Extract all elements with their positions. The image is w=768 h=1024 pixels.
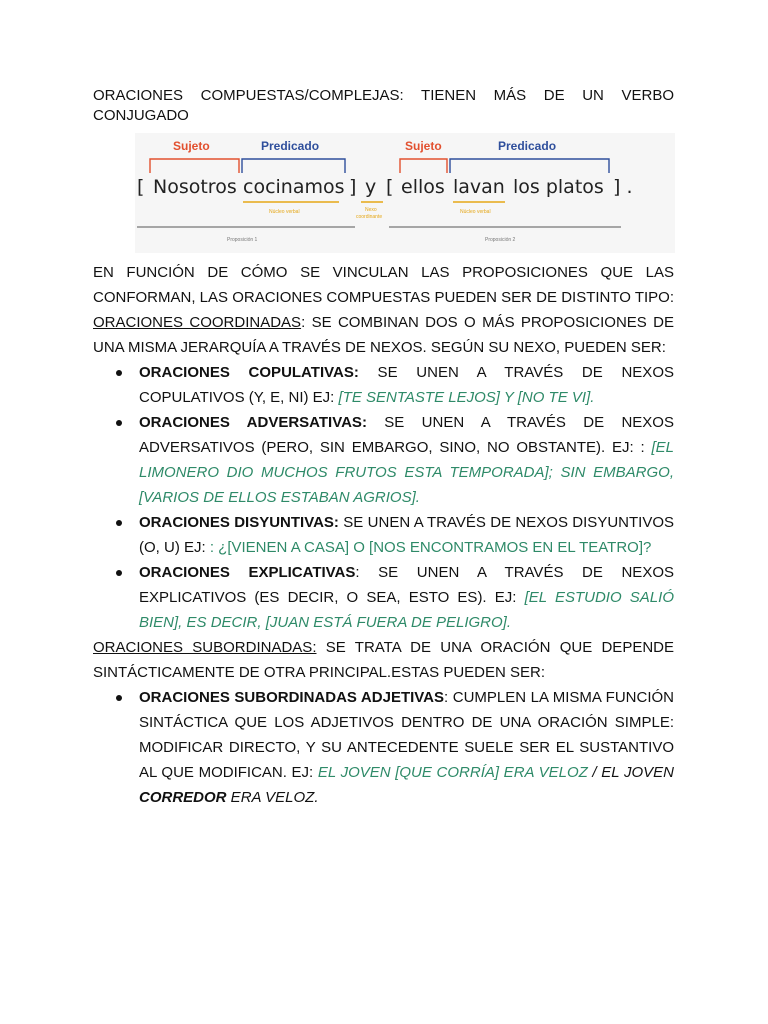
diagram-label-sujeto-1: Sujeto (173, 139, 210, 153)
item-alt-example-end: ERA VELOZ. (226, 789, 319, 806)
diagram-word-ellos: ellos (401, 176, 445, 198)
item-alt-example-bold: CORREDOR (139, 789, 227, 806)
diagram-close-bracket-1: ] (349, 176, 357, 198)
sentence-diagram (135, 133, 675, 253)
document-page (93, 86, 674, 810)
coordinadas-list (93, 360, 674, 635)
item-example: : ¿[VIENEN A CASA] O [NOS ENCONTRAMOS EN EL TEATRO]? (209, 539, 652, 556)
coordinadas-heading: ORACIONES COORDINADAS (93, 314, 302, 331)
diagram-word-y: y (365, 176, 377, 198)
subordinadas-heading: ORACIONES SUBORDINADAS: (93, 639, 317, 656)
list-item-text (139, 360, 674, 410)
diagram-label-predicado-1: Predicado (261, 139, 320, 153)
diagram-open-bracket-2: [ (386, 176, 394, 198)
bullet-icon (116, 370, 122, 376)
diagram-word-lavan: lavan (453, 176, 505, 198)
diagram-nucleo-verbal-1: Núcleo verbal (269, 209, 300, 215)
subordinadas-paragraph (93, 635, 674, 685)
diagram-word-cocinamos: cocinamos (243, 176, 345, 198)
list-item-adversativas (93, 410, 674, 510)
subordinadas-text: SE TRATA DE UNA ORACIÓN QUE DEPENDE SINTÁCTICAMENTE DE OTRA PRINCIPAL.ESTAS PUEDEN SER: (93, 639, 674, 681)
bullet-icon (116, 570, 122, 576)
subordinadas-list (93, 685, 674, 810)
diagram-word-nosotros: Nosotros (153, 176, 237, 198)
item-description: SE UNEN A TRAVÉS DE NEXOS DISYUNTIVOS (O, U) EJ: (139, 514, 674, 556)
list-item-explicativas (93, 560, 674, 635)
diagram-label-predicado-2: Predicado (498, 139, 557, 153)
item-alt-example-start: EL JOVEN (601, 764, 674, 781)
item-example: [TE SENTASTE LEJOS] Y [NO TE VI]. (338, 389, 595, 406)
list-item-copulativas (93, 360, 674, 410)
item-description: : SE UNEN A TRAVÉS DE NEXOS EXPLICATIVOS (ES DECIR, O SEA, ESTO ES). EJ: (139, 564, 674, 606)
coordinadas-text: : SE COMBINAN DOS O MÁS PROPOSICIONES DE UNA MISMA JERARQUÍA A TRAVÉS DE NEXOS. SEGÚN SU NEXO, PUEDEN SER: (93, 314, 674, 356)
item-example: EL JOVEN [QUE CORRÍA] ERA VELOZ (317, 764, 588, 781)
item-title: ORACIONES EXPLICATIVAS (139, 564, 356, 581)
bracket-predicado-2 (450, 159, 609, 173)
bullet-icon (116, 695, 122, 701)
item-description: : CUMPLEN LA MISMA FUNCIÓN SINTÁCTICA QUE LOS ADJETIVOS DENTRO DE UNA ORACIÓN SIMPLE: MODIFICAR DIRECTO, Y SU ANTECEDENTE SUELE SER EL SUSTANTIVO AL QUE MODIFICAN. EJ: (139, 689, 674, 781)
list-item-adjetivas (93, 685, 674, 810)
diagram-open-bracket-1: [ (137, 176, 145, 198)
bullet-icon (116, 420, 122, 426)
list-item-disyuntivas (93, 510, 674, 560)
diagram-proposicion-1: Proposición 1 (227, 237, 258, 243)
list-item-text (139, 685, 674, 810)
diagram-nexo-label-1: Nexo (365, 207, 377, 213)
bracket-predicado-1 (242, 159, 345, 173)
diagram-label-sujeto-2: Sujeto (405, 139, 442, 153)
diagram-close-bracket-2: ] . (613, 176, 633, 198)
item-separator: / (587, 764, 602, 781)
list-item-text (139, 510, 674, 560)
list-item-text (139, 410, 674, 510)
item-example: [EL ESTUDIO SALIÓ BIEN], ES DECIR, [JUAN ESTÁ FUERA DE PELIGRO]. (139, 589, 674, 631)
list-item-text (139, 560, 674, 635)
diagram-svg (135, 133, 675, 253)
item-title: ORACIONES SUBORDINADAS ADJETIVAS (139, 689, 445, 706)
bracket-sujeto-1 (150, 159, 239, 173)
document-title: ORACIONES COMPUESTAS/COMPLEJAS: TIENEN MÁS DE UN VERBO CONJUGADO (93, 87, 674, 124)
diagram-nucleo-verbal-2: Núcleo verbal (460, 209, 491, 215)
item-title: ORACIONES DISYUNTIVAS: (139, 514, 339, 531)
bracket-sujeto-2 (400, 159, 447, 173)
item-title: ORACIONES COPULATIVAS: (139, 364, 359, 381)
item-description: SE UNEN A TRAVÉS DE NEXOS ADVERSATIVOS (PERO, SIN EMBARGO, SINO, NO OBSTANTE). EJ: : (139, 414, 674, 456)
item-title: ORACIONES ADVERSATIVAS: (139, 414, 367, 431)
item-description: SE UNEN A TRAVÉS DE NEXOS COPULATIVOS (Y, E, NI) EJ: (139, 364, 674, 406)
coordinadas-paragraph (93, 310, 674, 360)
bullet-icon (116, 520, 122, 526)
diagram-proposicion-2: Proposición 2 (485, 237, 516, 243)
diagram-nexo-label-2: coordinante (356, 214, 383, 220)
intro-paragraph: EN FUNCIÓN DE CÓMO SE VINCULAN LAS PROPOSICIONES QUE LAS CONFORMAN, LAS ORACIONES COMPUESTAS PUEDEN SER DE DISTINTO TIPO: (93, 264, 674, 306)
diagram-word-los-platos: los platos (513, 176, 604, 198)
item-example: [EL LIMONERO DIO MUCHOS FRUTOS ESTA TEMPORADA]; SIN EMBARGO, [VARIOS DE ELLOS ESTABAN AGRIOS]. (139, 439, 674, 506)
